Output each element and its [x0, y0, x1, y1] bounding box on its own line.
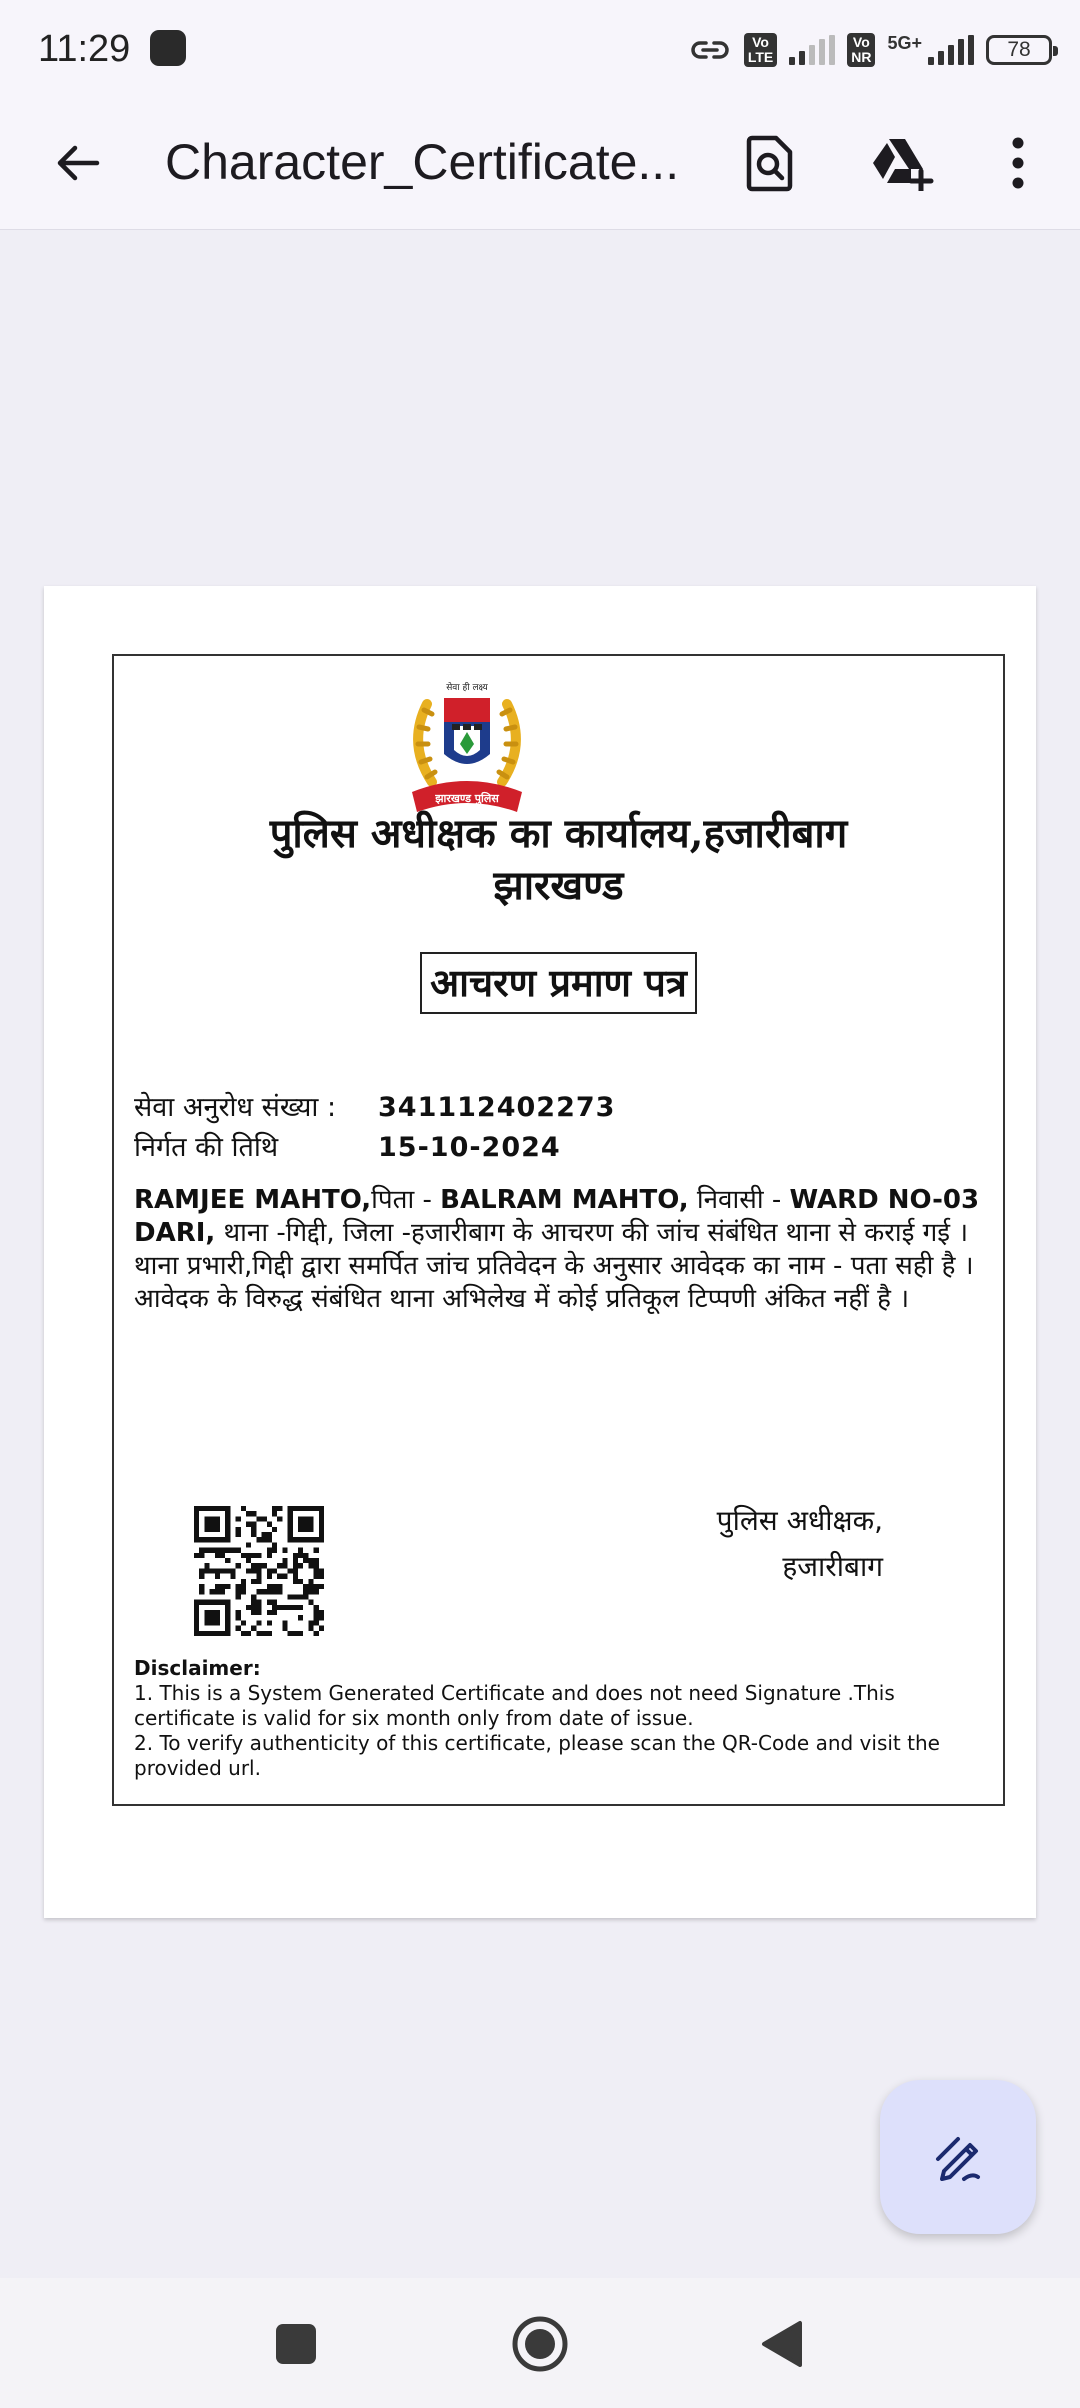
back-nav-button[interactable] — [744, 2306, 820, 2382]
app-bar — [0, 100, 1080, 230]
save-to-drive-button[interactable] — [864, 125, 940, 201]
more-options-button[interactable] — [980, 125, 1056, 201]
status-bar — [0, 0, 1080, 100]
request-number-value: 341112402273 — [378, 1092, 616, 1123]
arrow-left-icon — [53, 138, 103, 188]
verification-text: थाना -गिद्दी, जिला -हजारीबाग के आचरण की जांच संबंधित थाना से कराई गई । थाना प्रभारी,गिद्दी द्वारा समर्पित जांच प्रतिवेदन के अनुसार आवेदक का नाम - पता सही है । आवेदक के विरुद्ध संबंधित थाना अभिलेख में कोई प्रतिकूल टिप्पणी अंकित नहीं है । — [134, 1218, 974, 1314]
signatory-designation: पुलिस अधीक्षक, — [716, 1504, 883, 1537]
recents-button[interactable] — [258, 2306, 334, 2382]
navigation-bar — [0, 2278, 1080, 2408]
drive-add-icon — [869, 135, 935, 191]
disclaimer — [134, 1656, 984, 1781]
svg-text:झारखण्ड पुलिस: झारखण्ड पुलिस — [435, 792, 499, 805]
father-name: BALRAM MAHTO, — [440, 1185, 689, 1215]
home-button[interactable] — [502, 2306, 578, 2382]
issuing-office — [114, 808, 1003, 912]
signatory — [717, 1498, 883, 1590]
annotate-fab[interactable] — [880, 2080, 1036, 2234]
battery-level: 78 — [1007, 38, 1031, 61]
certificate-title: आचरण प्रमाण पत्र — [420, 952, 697, 1014]
disclaimer-item-1: 1. This is a System Generated Certificate and does not need Signature .This certificate is valid for six month only from date of issue. — [134, 1681, 895, 1730]
office-name: पुलिस अधीक्षक का कार्यालय,हजारीबाग — [269, 810, 848, 857]
document-search-icon — [744, 134, 796, 192]
battery-icon — [986, 35, 1052, 65]
issue-date-row — [134, 1128, 615, 1168]
signatory-location: हजारीबाग — [782, 1550, 883, 1583]
status-icons — [688, 28, 1052, 72]
issue-date-label: निर्गत की तिथि — [134, 1132, 279, 1163]
vonr-tag: Vo NR — [847, 33, 875, 67]
pen-edit-icon — [930, 2129, 986, 2185]
father-label: पिता - — [371, 1185, 441, 1215]
network-type: 5G+ — [887, 32, 922, 53]
document-page[interactable] — [44, 586, 1036, 1918]
svg-text:सेवा ही लक्ष्य: सेवा ही लक्ष्य — [446, 683, 488, 693]
applicant-name: RAMJEE MAHTO, — [134, 1185, 372, 1215]
office-state: झारखण्ड — [493, 862, 624, 909]
request-number-label: सेवा अनुरोध संख्या : — [134, 1092, 337, 1123]
circle-icon — [510, 2314, 570, 2374]
disclaimer-heading: Disclaimer: — [134, 1656, 261, 1680]
certificate-body — [134, 1184, 984, 1316]
signal-icon-sim1 — [789, 35, 835, 65]
back-button[interactable] — [40, 125, 116, 201]
signal-icon-sim2 — [928, 35, 974, 65]
volte-tag: Vo LTE — [744, 33, 777, 67]
document-title: Character_Certificate... — [165, 134, 680, 190]
jharkhand-police-emblem — [382, 674, 552, 824]
square-icon — [274, 2322, 318, 2366]
more-vert-icon — [1008, 135, 1028, 191]
disclaimer-item-2: 2. To verify authenticity of this certificate, please scan the QR-Code and visit the provided url. — [134, 1731, 940, 1780]
character-certificate — [112, 654, 1005, 1806]
verification-qr-code — [194, 1506, 324, 1636]
resident-label: निवासी - — [688, 1185, 790, 1215]
notification-app-icon — [150, 30, 186, 66]
search-in-document-button[interactable] — [732, 125, 808, 201]
status-time: 11:29 — [38, 28, 131, 70]
certificate-meta — [134, 1088, 615, 1168]
issue-date-value: 15-10-2024 — [378, 1132, 561, 1163]
link-icon — [688, 35, 732, 65]
request-number-row — [134, 1088, 615, 1128]
applicant-address: WARD NO-03 DARI, — [134, 1185, 980, 1248]
triangle-back-icon — [760, 2319, 804, 2369]
certificate-title-wrap — [114, 952, 1003, 1014]
